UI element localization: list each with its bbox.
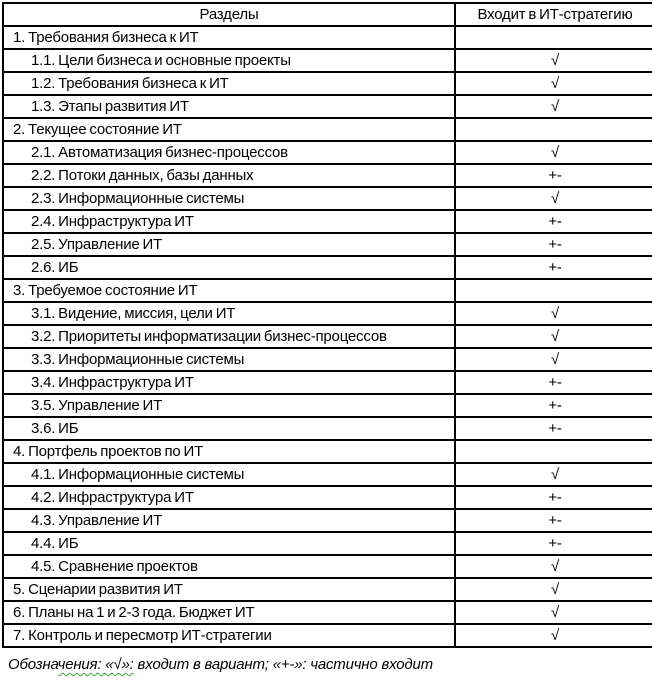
inclusion-mark: +- (455, 509, 652, 532)
table-row (3, 325, 652, 348)
inclusion-mark (455, 279, 652, 302)
table-row (3, 95, 652, 118)
inclusion-mark: +- (455, 394, 652, 417)
inclusion-mark: √ (455, 187, 652, 210)
inclusion-mark: +- (455, 164, 652, 187)
table-row (3, 49, 652, 72)
inclusion-mark: +- (455, 233, 652, 256)
section-label: 3.1. Видение, миссия, цели ИТ (3, 302, 455, 325)
table-row (3, 187, 652, 210)
table-row (3, 348, 652, 371)
section-label: 4. Портфель проектов по ИТ (3, 440, 455, 463)
section-label: 3. Требуемое состояние ИТ (3, 279, 455, 302)
section-label: 2.1. Автоматизация бизнес-процессов (3, 141, 455, 164)
table-row (3, 233, 652, 256)
header-row (3, 3, 652, 26)
section-label: 1.2. Требования бизнеса к ИТ (3, 72, 455, 95)
table-row (3, 532, 652, 555)
table-header (3, 3, 652, 26)
column-header-sections: Разделы (3, 3, 455, 26)
table-row (3, 118, 652, 141)
table-row (3, 302, 652, 325)
table-row (3, 555, 652, 578)
section-label: 6. Планы на 1 и 2-3 года. Бюджет ИТ (3, 601, 455, 624)
inclusion-mark: √ (455, 624, 652, 647)
inclusion-mark: +- (455, 256, 652, 279)
inclusion-mark (455, 118, 652, 141)
section-label: 1.3. Этапы развития ИТ (3, 95, 455, 118)
legend-text-squiggled: чения: «√»: (57, 656, 134, 673)
inclusion-mark: √ (455, 578, 652, 601)
table-row (3, 509, 652, 532)
it-strategy-sections-table (2, 2, 652, 648)
inclusion-mark: √ (455, 555, 652, 578)
section-label: 4.4. ИБ (3, 532, 455, 555)
section-label: 1. Требования бизнеса к ИТ (3, 26, 455, 49)
section-label: 1.1. Цели бизнеса и основные проекты (3, 49, 455, 72)
table-body (3, 26, 652, 647)
table-row (3, 394, 652, 417)
table-row (3, 26, 652, 49)
section-label: 5. Сценарии развития ИТ (3, 578, 455, 601)
table-row (3, 210, 652, 233)
section-label: 3.5. Управление ИТ (3, 394, 455, 417)
inclusion-mark: √ (455, 141, 652, 164)
section-label: 3.6. ИБ (3, 417, 455, 440)
table-row (3, 417, 652, 440)
table-row (3, 440, 652, 463)
table-row (3, 256, 652, 279)
inclusion-mark: √ (455, 463, 652, 486)
column-header-included-in-strategy: Входит в ИТ-стратегию (455, 3, 652, 26)
inclusion-mark: +- (455, 486, 652, 509)
section-label: 2.3. Информационные системы (3, 187, 455, 210)
inclusion-mark: +- (455, 371, 652, 394)
section-label: 4.5. Сравнение проектов (3, 555, 455, 578)
section-label: 3.4. Инфраструктура ИТ (3, 371, 455, 394)
inclusion-mark: +- (455, 532, 652, 555)
table-row (3, 578, 652, 601)
section-label: 4.1. Информационные системы (3, 463, 455, 486)
inclusion-mark: √ (455, 72, 652, 95)
section-label: 3.3. Информационные системы (3, 348, 455, 371)
section-label: 4.2. Инфраструктура ИТ (3, 486, 455, 509)
legend-text-start: Обозна (8, 656, 58, 673)
table-row (3, 624, 652, 647)
inclusion-mark: √ (455, 302, 652, 325)
table-row (3, 463, 652, 486)
section-label: 2.5. Управление ИТ (3, 233, 455, 256)
legend-text-rest: входит в вариант; «+-»: частично входит (133, 656, 433, 673)
inclusion-mark: √ (455, 325, 652, 348)
section-label: 2.4. Инфраструктура ИТ (3, 210, 455, 233)
legend-note (8, 656, 652, 673)
inclusion-mark: +- (455, 417, 652, 440)
table-row (3, 279, 652, 302)
section-label: 2.2. Потоки данных, базы данных (3, 164, 455, 187)
table-row (3, 72, 652, 95)
inclusion-mark: √ (455, 601, 652, 624)
table-row (3, 371, 652, 394)
section-label: 7. Контроль и пересмотр ИТ-стратегии (3, 624, 455, 647)
section-label: 2.6. ИБ (3, 256, 455, 279)
table-row (3, 164, 652, 187)
table-row (3, 141, 652, 164)
inclusion-mark: +- (455, 210, 652, 233)
inclusion-mark: √ (455, 49, 652, 72)
section-label: 2. Текущее состояние ИТ (3, 118, 455, 141)
inclusion-mark (455, 440, 652, 463)
table-row (3, 601, 652, 624)
inclusion-mark: √ (455, 348, 652, 371)
section-label: 4.3. Управление ИТ (3, 509, 455, 532)
table-row (3, 486, 652, 509)
inclusion-mark (455, 26, 652, 49)
section-label: 3.2. Приоритеты информатизации бизнес-процессов (3, 325, 455, 348)
inclusion-mark: √ (455, 95, 652, 118)
